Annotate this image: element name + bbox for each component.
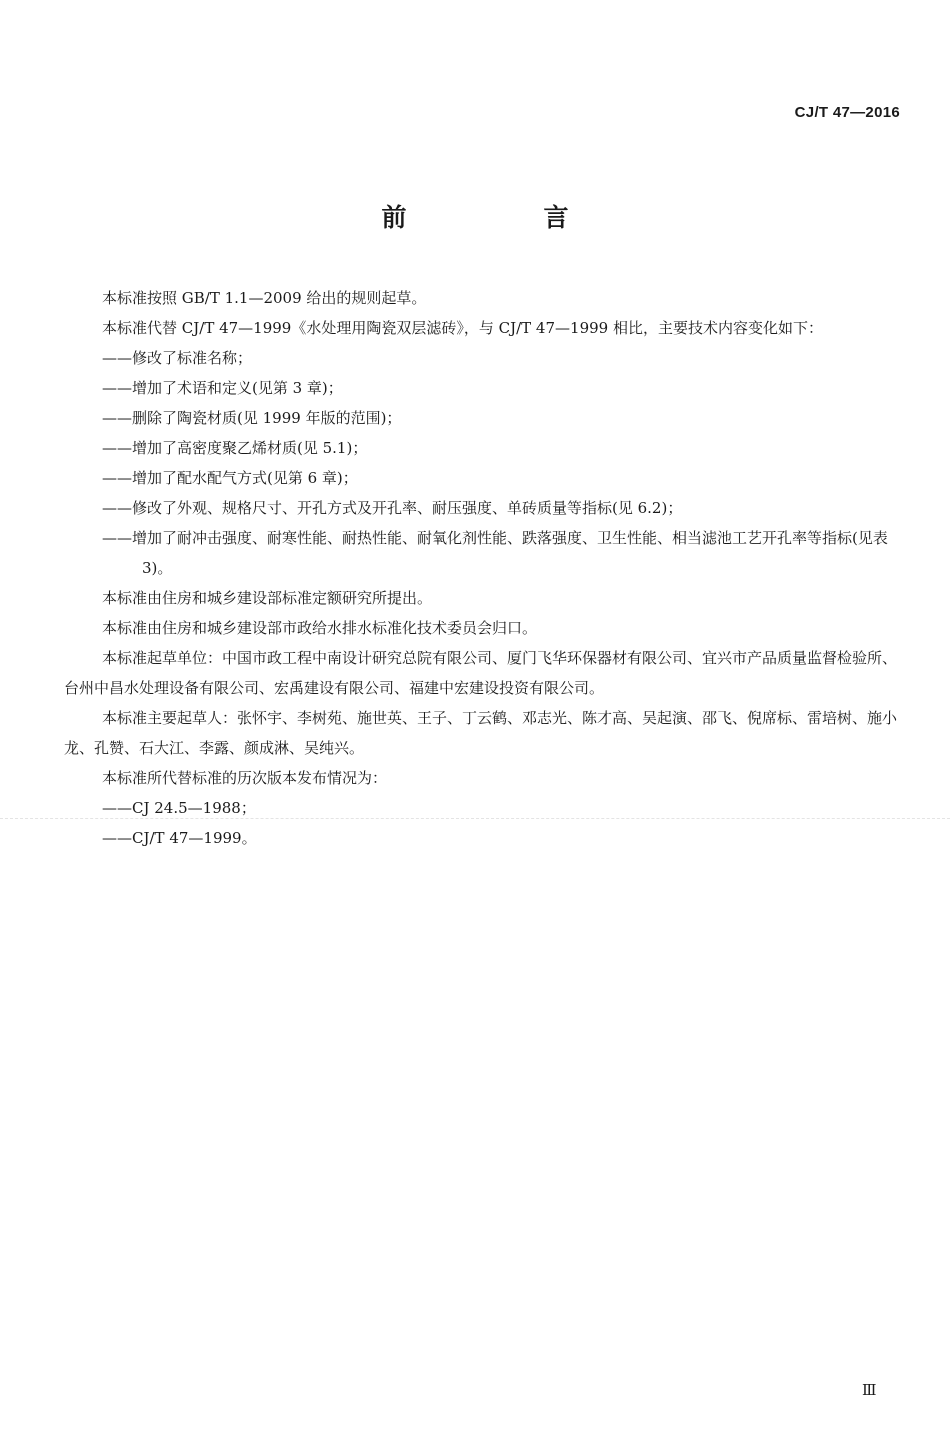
list-item: ——CJ/T 47—1999。 [102,829,257,847]
history-list [64,793,904,853]
list-item: ——删除了陶瓷材质(见 1999 年版的范围)； [102,409,402,427]
drafting-rules-paragraph: 本标准按照 GB/T 1.1—2009 给出的规则起草。 [102,289,427,307]
page-number: Ⅲ [862,1383,877,1399]
history-intro-paragraph: 本标准所代替标准的历次版本发布情况为： [102,769,388,787]
standard-code: CJ/T 47—2016 [794,104,900,121]
page-title: 前 言 [381,203,625,232]
list-item: ——CJ 24.5—1988； [102,799,256,817]
list-item: ——修改了外观、规格尺寸、开孔方式及开孔率、耐压强度、单砖质量等指标(见 6.2)； [102,499,683,517]
proposer-paragraph: 本标准由住房和城乡建设部标准定额研究所提出。 [102,589,433,607]
changes-list [64,343,904,583]
list-item: ——增加了术语和定义(见第 3 章)； [102,379,343,397]
drafters-paragraph: 本标准主要起草人：张怀宇、李树苑、施世英、王子、丁云鹤、邓志光、陈才高、吴起演、邵飞、倪席标、雷培树、施小龙、孔赞、石大江、李露、颜成淋、吴纯兴。 [64,709,898,757]
replacement-paragraph: 本标准代替 CJ/T 47—1999《水处理用陶瓷双层滤砖》，与 CJ/T 47—1999 相比，主要技术内容变化如下： [102,319,823,337]
list-item: ——修改了标准名称； [102,349,253,367]
foreword-body [64,283,904,853]
drafting-units-paragraph: 本标准起草单位：中国市政工程中南设计研究总院有限公司、厦门飞华环保器材有限公司、宜兴市产品质量监督检验所、台州中昌水处理设备有限公司、宏禹建设有限公司、福建中宏建设投资有限公司。 [64,649,898,697]
list-item: ——增加了高密度聚乙烯材质(见 5.1)； [102,439,368,457]
committee-paragraph: 本标准由住房和城乡建设部市政给水排水标准化技术委员会归口。 [102,619,538,637]
list-item: ——增加了耐冲击强度、耐寒性能、耐热性能、耐氧化剂性能、跌落强度、卫生性能、相当滤池工艺开孔率等指标(见表 3)。 [102,529,888,577]
list-item: ——增加了配水配气方式(见第 6 章)； [102,469,358,487]
scan-artifact-divider [0,818,950,819]
